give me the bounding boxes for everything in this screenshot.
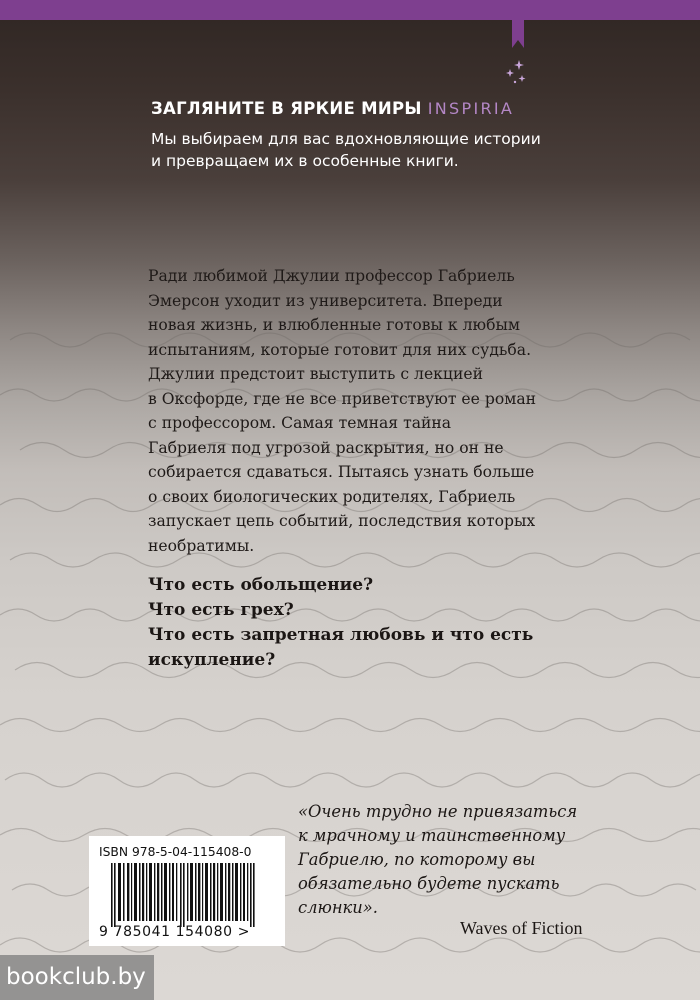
description-line: Ради любимой Джулии профессор Габриель bbox=[148, 267, 515, 285]
quote-line: слюнки». bbox=[298, 898, 378, 917]
brand-logo-text: INSPIRIA bbox=[427, 99, 515, 118]
description-line: о своих биологических родителях, Габриель bbox=[148, 487, 516, 506]
subtitle-line: и превращаем их в особенные книги. bbox=[151, 152, 459, 170]
series-title: ЗАГЛЯНИТЕ В ЯРКИЕ МИРЫ bbox=[151, 99, 422, 118]
description-line: собирается сдаваться. Пытаясь узнать больше bbox=[148, 463, 535, 481]
description-line: с профессором. Самая темная тайна bbox=[148, 414, 452, 432]
isbn-barcode bbox=[89, 836, 285, 946]
description-line: Джулии предстоит выступить с лекцией bbox=[148, 365, 483, 383]
description-line: запускает цепь событий, последствия которых bbox=[148, 512, 536, 530]
quote-line: Габриелю, по которому вы bbox=[298, 850, 536, 869]
question-line: Что есть запретная любовь и что есть bbox=[148, 625, 534, 645]
description-line: Габриеля под угрозой раскрытия, но он не bbox=[148, 438, 504, 457]
question-line: Что есть грех? bbox=[148, 600, 294, 620]
quote-line: к мрачному и таинственному bbox=[298, 826, 566, 845]
bookmark-ribbon bbox=[512, 20, 524, 48]
quote-line: «Очень трудно не привязаться bbox=[298, 802, 578, 821]
description-line: Эмерсон уходит из университета. Впереди bbox=[148, 291, 503, 310]
quote-line: обязательно будете пускать bbox=[298, 874, 560, 893]
question-line: искупление? bbox=[148, 650, 276, 670]
description-line: необратимы. bbox=[148, 536, 255, 555]
series-header bbox=[151, 99, 591, 123]
description-line: испытаниям, которые готовит для них судьба. bbox=[148, 340, 532, 359]
book-description bbox=[148, 264, 668, 558]
question-line: Что есть обольщение? bbox=[148, 575, 374, 595]
top-purple-band bbox=[0, 0, 700, 20]
description-line: в Оксфорде, где не все приветствуют ее роман bbox=[148, 389, 537, 408]
subtitle-line: Мы выбираем для вас вдохновляющие истории bbox=[151, 130, 541, 148]
site-watermark: bookclub.by bbox=[0, 955, 154, 1000]
quote-author: Waves of Fiction bbox=[460, 918, 583, 938]
series-subtitle bbox=[151, 128, 611, 172]
sparkle-icon bbox=[505, 60, 529, 86]
review-quote bbox=[298, 800, 678, 920]
description-line: новая жизнь, и влюбленные готовы к любым bbox=[148, 316, 521, 334]
barcode-digits: 9 785041 154080 > bbox=[99, 924, 251, 940]
isbn-number: ISBN 978-5-04-115408-0 bbox=[99, 845, 252, 859]
tagline-questions bbox=[148, 573, 668, 673]
